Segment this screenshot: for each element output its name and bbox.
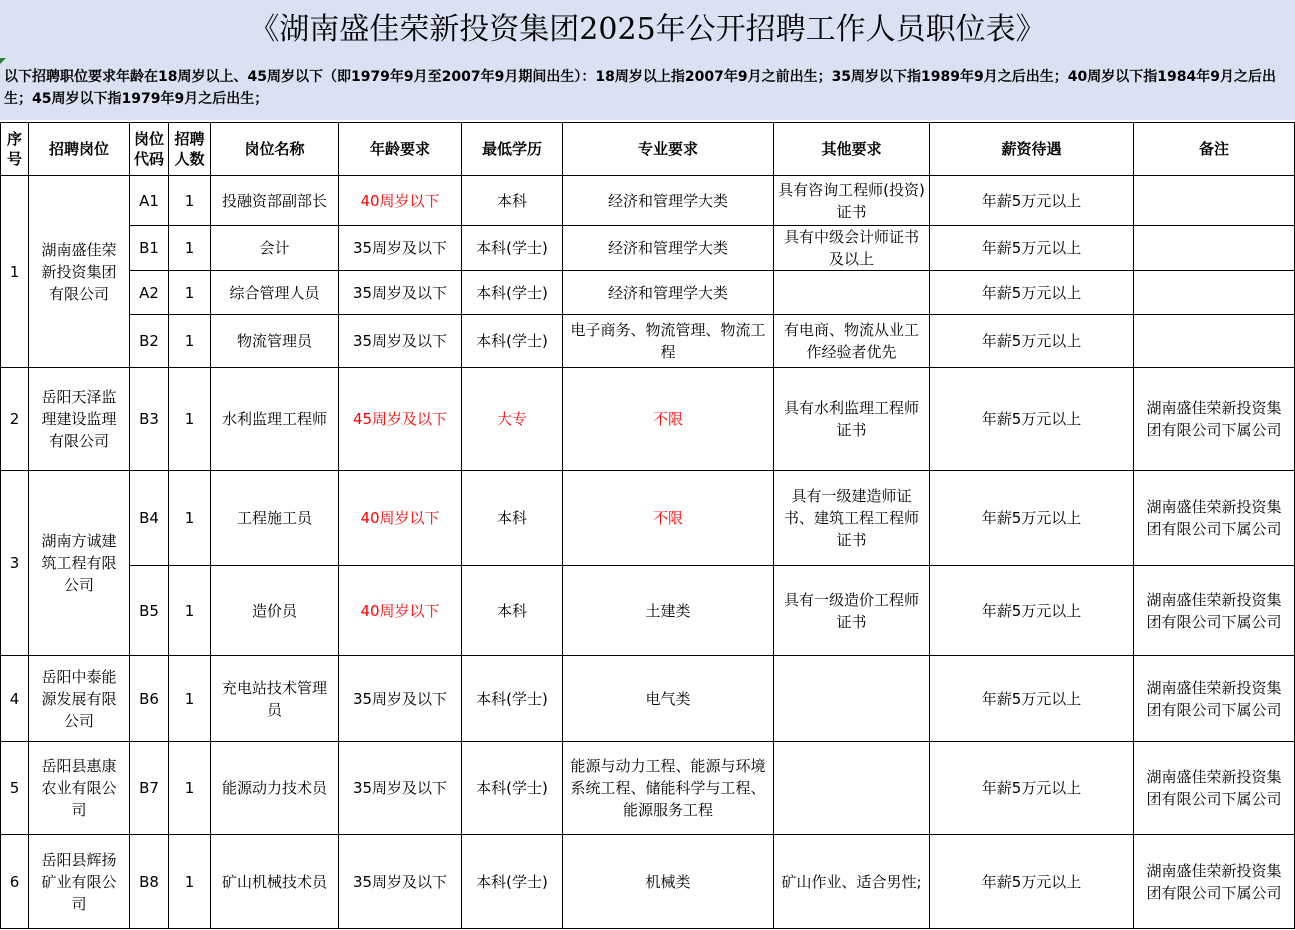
table-row (1, 656, 1295, 742)
seq-cell: 5 (1, 742, 29, 835)
table-body (1, 176, 1295, 929)
code-cell: B2 (130, 315, 169, 368)
seq-cell: 6 (1, 835, 29, 929)
count-cell: 1 (169, 315, 211, 368)
table-row (1, 835, 1295, 929)
major-cell: 经济和管理学大类 (563, 271, 774, 315)
major-cell: 经济和管理学大类 (563, 226, 774, 271)
code-cell: B4 (130, 471, 169, 566)
remark-cell: 湖南盛佳荣新投资集团有限公司下属公司 (1134, 742, 1295, 835)
edu-cell: 本科(学士) (462, 656, 563, 742)
org-cell: 湖南方诚建筑工程有限公司 (29, 471, 130, 656)
salary-cell: 年薪5万元以上 (930, 566, 1134, 656)
other-cell: 具有中级会计师证书及以上 (774, 226, 930, 271)
remark-cell: 湖南盛佳荣新投资集团有限公司下属公司 (1134, 656, 1295, 742)
major-cell: 电子商务、物流管理、物流工程 (563, 315, 774, 368)
code-cell: A2 (130, 271, 169, 315)
count-cell: 1 (169, 271, 211, 315)
table-row (1, 471, 1295, 566)
org-cell: 岳阳县辉扬矿业有限公司 (29, 835, 130, 929)
remark-cell (1134, 315, 1295, 368)
remark-cell (1134, 271, 1295, 315)
salary-cell: 年薪5万元以上 (930, 271, 1134, 315)
other-cell: 具有水利监理工程师证书 (774, 368, 930, 471)
remark-cell (1134, 226, 1295, 271)
other-cell: 矿山作业、适合男性; (774, 835, 930, 929)
name-cell: 矿山机械技术员 (211, 835, 339, 929)
edu-cell: 本科 (462, 176, 563, 226)
header-edu: 最低学历 (462, 123, 563, 176)
count-cell: 1 (169, 368, 211, 471)
age-cell: 35周岁及以下 (339, 656, 462, 742)
remark-cell: 湖南盛佳荣新投资集团有限公司下属公司 (1134, 835, 1295, 929)
other-cell: 具有一级建造师证书、建筑工程工程师证书 (774, 471, 930, 566)
remark-cell (1134, 176, 1295, 226)
age-cell: 40周岁以下 (339, 176, 462, 226)
header-salary: 薪资待遇 (930, 123, 1134, 176)
edu-cell: 本科(学士) (462, 315, 563, 368)
table-row (1, 368, 1295, 471)
major-cell: 不限 (563, 471, 774, 566)
edu-cell: 本科 (462, 566, 563, 656)
major-cell: 电气类 (563, 656, 774, 742)
code-cell: B6 (130, 656, 169, 742)
org-cell: 岳阳中泰能源发展有限公司 (29, 656, 130, 742)
code-cell: B3 (130, 368, 169, 471)
other-cell (774, 656, 930, 742)
name-cell: 物流管理员 (211, 315, 339, 368)
age-cell: 35周岁及以下 (339, 271, 462, 315)
other-cell (774, 271, 930, 315)
major-cell: 土建类 (563, 566, 774, 656)
salary-cell: 年薪5万元以上 (930, 315, 1134, 368)
page-title: 《湖南盛佳荣新投资集团2025年公开招聘工作人员职位表》 (0, 0, 1295, 52)
header-count: 招聘人数 (169, 123, 211, 176)
salary-cell: 年薪5万元以上 (930, 471, 1134, 566)
org-cell: 湖南盛佳荣新投资集团有限公司 (29, 176, 130, 368)
major-cell: 能源与动力工程、能源与环境系统工程、储能科学与工程、能源服务工程 (563, 742, 774, 835)
name-cell: 能源动力技术员 (211, 742, 339, 835)
seq-cell: 2 (1, 368, 29, 471)
code-cell: A1 (130, 176, 169, 226)
salary-cell: 年薪5万元以上 (930, 835, 1134, 929)
code-cell: B1 (130, 226, 169, 271)
code-cell: B5 (130, 566, 169, 656)
code-cell: B8 (130, 835, 169, 929)
table-row (1, 315, 1295, 368)
name-cell: 投融资部副部长 (211, 176, 339, 226)
name-cell: 综合管理人员 (211, 271, 339, 315)
name-cell: 工程施工员 (211, 471, 339, 566)
edu-cell: 本科(学士) (462, 271, 563, 315)
table-row (1, 742, 1295, 835)
header-other: 其他要求 (774, 123, 930, 176)
table-row (1, 271, 1295, 315)
other-cell: 具有咨询工程师(投资)证书 (774, 176, 930, 226)
age-cell: 45周岁及以下 (339, 368, 462, 471)
header-age: 年龄要求 (339, 123, 462, 176)
org-cell: 岳阳天泽监理建设监理有限公司 (29, 368, 130, 471)
header-org: 招聘岗位 (29, 123, 130, 176)
seq-cell: 1 (1, 176, 29, 368)
major-cell: 机械类 (563, 835, 774, 929)
salary-cell: 年薪5万元以上 (930, 176, 1134, 226)
age-cell: 35周岁及以下 (339, 315, 462, 368)
count-cell: 1 (169, 176, 211, 226)
age-cell: 40周岁以下 (339, 566, 462, 656)
age-cell: 40周岁以下 (339, 471, 462, 566)
seq-cell: 3 (1, 471, 29, 656)
name-cell: 水利监理工程师 (211, 368, 339, 471)
edu-cell: 本科(学士) (462, 742, 563, 835)
count-cell: 1 (169, 835, 211, 929)
cell-comment-marker (0, 58, 6, 64)
header-name: 岗位名称 (211, 123, 339, 176)
age-requirement-note: 以下招聘职位要求年龄在18周岁以上、45周岁以下（即1979年9月至2007年9月期间出生）：18周岁以上指2007年9月之前出生；35周岁以下指1989年9月之后出生；40周岁以下指1984年9月之后出生；45周岁以下指1979年9月之后出生； (0, 52, 1295, 120)
salary-cell: 年薪5万元以上 (930, 368, 1134, 471)
count-cell: 1 (169, 656, 211, 742)
edu-cell: 本科(学士) (462, 226, 563, 271)
name-cell: 会计 (211, 226, 339, 271)
remark-cell: 湖南盛佳荣新投资集团有限公司下属公司 (1134, 368, 1295, 471)
job-table (0, 122, 1295, 929)
name-cell: 充电站技术管理员 (211, 656, 339, 742)
salary-cell: 年薪5万元以上 (930, 742, 1134, 835)
count-cell: 1 (169, 226, 211, 271)
seq-cell: 4 (1, 656, 29, 742)
header-seq: 序号 (1, 123, 29, 176)
other-cell (774, 742, 930, 835)
edu-cell: 本科 (462, 471, 563, 566)
table-row (1, 566, 1295, 656)
edu-cell: 大专 (462, 368, 563, 471)
major-cell: 经济和管理学大类 (563, 176, 774, 226)
org-cell: 岳阳县惠康农业有限公司 (29, 742, 130, 835)
other-cell: 有电商、物流从业工作经验者优先 (774, 315, 930, 368)
salary-cell: 年薪5万元以上 (930, 226, 1134, 271)
salary-cell: 年薪5万元以上 (930, 656, 1134, 742)
table-row (1, 226, 1295, 271)
major-cell: 不限 (563, 368, 774, 471)
age-cell: 35周岁及以下 (339, 835, 462, 929)
count-cell: 1 (169, 742, 211, 835)
count-cell: 1 (169, 566, 211, 656)
header-code: 岗位代码 (130, 123, 169, 176)
code-cell: B7 (130, 742, 169, 835)
remark-cell: 湖南盛佳荣新投资集团有限公司下属公司 (1134, 471, 1295, 566)
header-remark: 备注 (1134, 123, 1295, 176)
name-cell: 造价员 (211, 566, 339, 656)
age-cell: 35周岁及以下 (339, 226, 462, 271)
table-row (1, 176, 1295, 226)
remark-cell: 湖南盛佳荣新投资集团有限公司下属公司 (1134, 566, 1295, 656)
age-cell: 35周岁及以下 (339, 742, 462, 835)
other-cell: 具有一级造价工程师证书 (774, 566, 930, 656)
edu-cell: 本科(学士) (462, 835, 563, 929)
header-major: 专业要求 (563, 123, 774, 176)
count-cell: 1 (169, 471, 211, 566)
table-header-row (1, 123, 1295, 176)
